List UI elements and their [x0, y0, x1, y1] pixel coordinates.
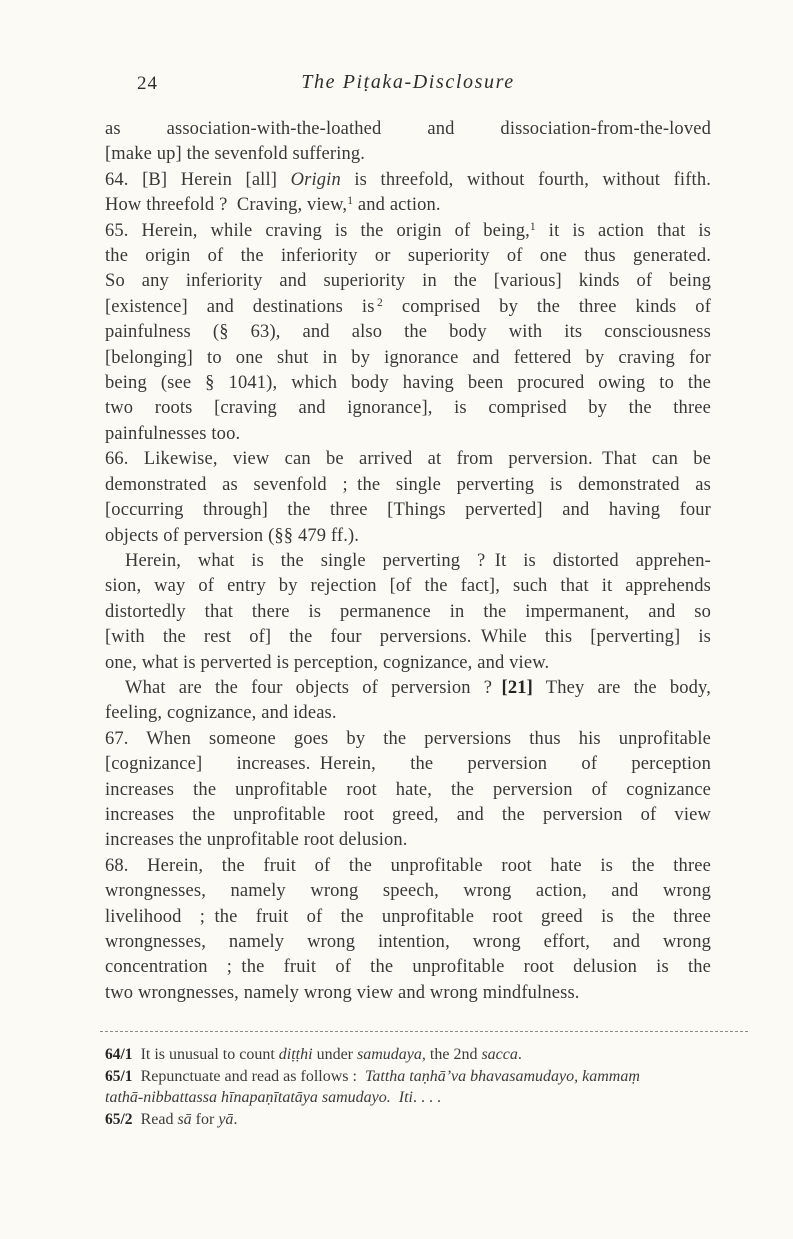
text-line	[105, 549, 711, 574]
text-line	[105, 320, 711, 345]
text-line	[105, 879, 711, 904]
text-line	[105, 778, 711, 803]
text-run: 68. Herein, the fruit of the unprofitable root hate is the three	[105, 855, 711, 876]
text-run: It is unusual to count	[132, 1046, 279, 1063]
text-run: demonstrated as sevenfold ; the single perverting is demonstrated as	[105, 474, 711, 495]
text-line	[105, 701, 711, 726]
footnote-line	[105, 1066, 745, 1088]
footnote-line	[105, 1109, 745, 1131]
text-run: painfulnesses too.	[105, 423, 241, 444]
text-run: objects of perversion (§§ 479 ff.).	[105, 525, 360, 546]
text-run: 66. Likewise, view can be arrived at from perversion. That can be	[105, 449, 711, 470]
running-head	[105, 71, 711, 94]
footnote-marker: 2	[374, 296, 383, 309]
text-line	[105, 498, 711, 523]
text-run: yā	[218, 1110, 234, 1128]
text-line	[105, 396, 711, 421]
text-run: Repunctuate and read as follows :	[132, 1067, 365, 1085]
text-line	[105, 625, 711, 650]
text-line	[105, 219, 711, 244]
text-line	[105, 117, 711, 142]
text-run: livelihood ; the fruit of the unprofitable root greed is the three	[105, 906, 711, 927]
text-line	[105, 803, 711, 828]
paragraph	[105, 676, 711, 727]
footnote	[105, 1109, 745, 1131]
text-run: painfulness (§ 63), and also the body with its consciousness	[105, 322, 711, 343]
text-run: the origin of the inferiority or superiority of one thus generated.	[105, 246, 711, 267]
text-run: diṭṭhi	[278, 1046, 313, 1063]
paragraph	[105, 447, 711, 549]
text-run: two roots [craving and ignorance], is comprised by the three	[105, 398, 711, 419]
text-line	[105, 168, 711, 193]
paragraph	[105, 549, 711, 676]
text-run: 65. Herein, while craving is the origin of being,	[105, 220, 530, 241]
text-run: Tattha taṇhā’va bhavasamudayo, kammaṃ	[364, 1067, 640, 1085]
text-line	[105, 828, 711, 853]
text-run: 65/1	[105, 1067, 133, 1085]
text-run: , the 2nd	[421, 1046, 482, 1063]
text-line	[105, 752, 711, 777]
paragraph	[105, 117, 711, 168]
text-run: So any inferiority and superiority in the [various] kinds of being	[105, 271, 711, 292]
text-line	[105, 244, 711, 269]
text-run: distortedly that there is permanence in the impermanent, and so	[105, 601, 711, 622]
text-line	[105, 574, 711, 599]
paragraph	[105, 854, 711, 1006]
text-run: [belonging] to one shut in by ignorance and fettered by craving for	[105, 347, 711, 368]
footnote-marker: 1	[347, 195, 354, 208]
text-run: [with the rest of] the four perversions. While this [perverting] is	[105, 627, 711, 648]
text-run: They are the body,	[532, 677, 711, 698]
text-run: 67. When someone goes by the perversions thus his unprofitable	[105, 728, 711, 749]
text-run: Read	[132, 1110, 178, 1128]
text-run: [existence] and destinations is	[105, 296, 375, 317]
text-line	[105, 473, 711, 498]
footnotes	[105, 1044, 745, 1130]
paragraph	[105, 219, 711, 448]
footnote-line	[105, 1087, 745, 1109]
text-run: wrongnesses, namely wrong intention, wrong effort, and wrong	[105, 932, 711, 952]
text-run: increases the unprofitable root delusion.	[105, 830, 408, 851]
text-run: sā	[177, 1110, 192, 1128]
footnote-separator	[100, 1031, 748, 1032]
text-run: comprised by the three kinds of	[382, 296, 712, 317]
text-line	[105, 295, 711, 320]
text-run: as association-with-the-loathed and dissociation-from-the-loved	[105, 119, 711, 139]
text-run: one, what is perverted is perception, cognizance, and view.	[105, 652, 550, 673]
text-line	[105, 422, 711, 447]
text-run: What are the four objects of perversion ?	[125, 677, 502, 698]
text-run: two wrongnesses, namely wrong view and wrong mindfulness.	[105, 982, 580, 1003]
page-title: The Piṭaka-Disclosure	[301, 71, 515, 93]
text-run: Herein, what is the single perverting ? It is distorted apprehen-	[125, 550, 711, 571]
text-run: 65/2	[105, 1110, 133, 1128]
text-line	[105, 269, 711, 294]
text-run: 64. [B] Herein [all]	[105, 169, 291, 190]
text-line	[105, 905, 711, 930]
text-run: sacca	[481, 1046, 518, 1063]
text-run: tathā-nibbattassa hīnapaṇītatāya samudayo. Iti	[105, 1089, 413, 1106]
text-run: . . . .	[413, 1089, 441, 1106]
text-run: and action.	[353, 195, 441, 216]
text-line	[105, 600, 711, 625]
text-line	[105, 346, 711, 371]
footnote	[105, 1044, 745, 1066]
text-run: concentration ; the fruit of the unprofitable root delusion is the	[105, 957, 711, 978]
text-line	[105, 447, 711, 472]
paragraph	[105, 168, 711, 219]
text-run: 64/1	[105, 1046, 133, 1063]
page-number: 24	[137, 73, 158, 94]
text-run: [occurring through] the three [Things perverted] and having four	[105, 500, 711, 521]
text-run: feeling, cognizance, and ideas.	[105, 703, 337, 724]
text-run: [21]	[501, 677, 533, 698]
body-text	[105, 117, 711, 1006]
text-run: Origin	[290, 169, 341, 190]
text-run: [cognizance] increases. Herein, the perversion of perception	[105, 754, 711, 775]
text-run: .	[517, 1046, 522, 1063]
text-line	[105, 651, 711, 676]
text-line	[105, 981, 711, 1006]
text-line	[105, 676, 711, 701]
text-line	[105, 524, 711, 549]
text-line	[105, 854, 711, 879]
footnote-marker: 1	[529, 220, 536, 233]
text-run: wrongnesses, namely wrong speech, wrong action, and wrong	[105, 881, 711, 902]
paragraph	[105, 727, 711, 854]
text-run: .	[233, 1110, 238, 1128]
footnote-line	[105, 1044, 745, 1066]
text-run: it is action that is	[535, 220, 711, 241]
text-run: [make up] the sevenfold suffering.	[105, 144, 366, 165]
text-run: under	[312, 1046, 357, 1063]
text-run: sion, way of entry by rejection [of the fact], such that it apprehends	[105, 576, 711, 597]
text-line	[105, 955, 711, 980]
text-line	[105, 142, 711, 167]
text-run: increases the unprofitable root greed, and the perversion of view	[105, 804, 711, 825]
text-run: is threefold, without fourth, without fifth.	[340, 169, 711, 190]
text-line	[105, 371, 711, 396]
text-run: increases the unprofitable root hate, the perversion of cognizance	[105, 779, 711, 800]
text-run: being (see § 1041), which body having been procured owing to the	[105, 373, 711, 394]
text-line	[105, 930, 711, 955]
footnote	[105, 1066, 745, 1109]
text-line	[105, 727, 711, 752]
text-run: How threefold ? Craving, view,	[105, 195, 348, 216]
text-run: samudaya	[357, 1046, 422, 1063]
text-line	[105, 193, 711, 218]
text-run: for	[191, 1110, 219, 1128]
